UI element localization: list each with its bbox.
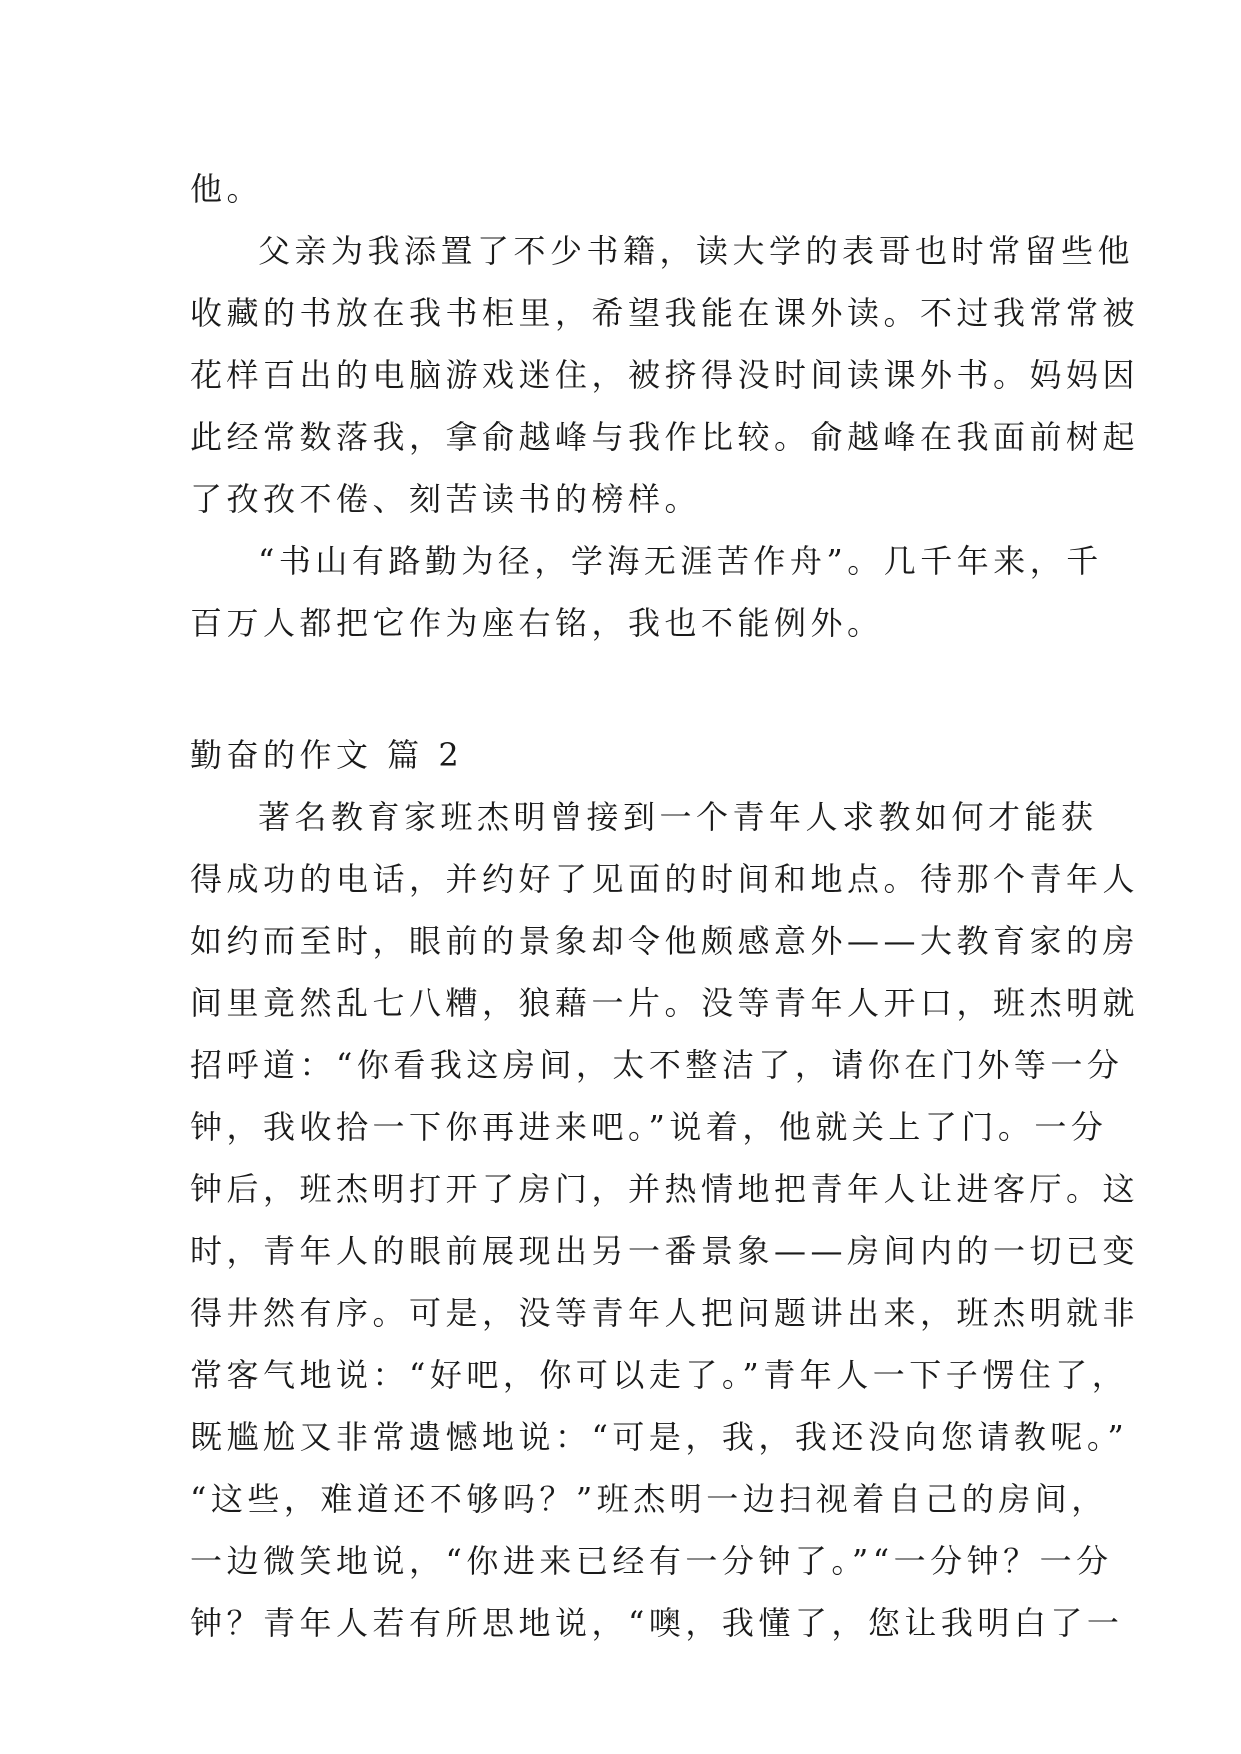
text-line: 一边微笑地说，“你进来已经有一分钟了。”“一分钟？一分 [190, 1542, 1113, 1580]
document-body [190, 158, 1140, 1654]
text-line: “这些，难道还不够吗？”班杰明一边扫视着自己的房间， [190, 1480, 1108, 1518]
paragraph-start-line: 父亲为我添置了不少书籍，读大学的表哥也时常留些他 [258, 232, 1135, 270]
section-heading: 勤奋的作文 篇 2 [190, 736, 464, 774]
text-line: 了孜孜不倦、刻苦读书的榜样。 [190, 480, 702, 518]
text-line: 此经常数落我，拿俞越峰与我作比较。俞越峰在我面前树起 [190, 418, 1140, 456]
text-line: 间里竟然乱七八糟，狼藉一片。没等青年人开口，班杰明就 [190, 984, 1140, 1022]
text-line: 招呼道：“你看我这房间，太不整洁了，请你在门外等一分 [190, 1046, 1124, 1084]
text-line: 时，青年人的眼前展现出另一番景象——房间内的一切已变 [190, 1232, 1140, 1270]
section-gap [190, 654, 1060, 724]
text-line: 常客气地说：“好吧，你可以走了。”青年人一下子愣住了， [190, 1356, 1129, 1394]
text-line: 如约而至时，眼前的景象却令他颇感意外——大教育家的房 [190, 922, 1140, 960]
text-line: 钟后，班杰明打开了房门，并热情地把青年人让进客厅。这 [190, 1170, 1140, 1208]
text-line: 得井然有序。可是，没等青年人把问题讲出来，班杰明就非 [190, 1294, 1140, 1332]
text-line: 收藏的书放在我书柜里，希望我能在课外读。不过我常常被 [190, 294, 1140, 332]
text-line: 得成功的电话，并约好了见面的时间和地点。待那个青年人 [190, 860, 1140, 898]
text-line: 钟，我收拾一下你再进来吧。”说着，他就关上了门。一分 [190, 1108, 1108, 1146]
paragraph-start-line: 著名教育家班杰明曾接到一个青年人求教如何才能获 [258, 798, 1098, 836]
text-line: 钟？青年人若有所思地说，“噢，我懂了，您让我明白了一 [190, 1604, 1124, 1642]
text-line: 他。 [190, 170, 264, 208]
text-line: 花样百出的电脑游戏迷住，被挤得没时间读课外书。妈妈因 [190, 356, 1140, 394]
text-line: 百万人都把它作为座右铭，我也不能例外。 [190, 604, 884, 642]
text-line: 既尴尬又非常遗憾地说：“可是，我，我还没向您请教呢。” [190, 1418, 1129, 1456]
paragraph-start-line: “书山有路勤为径，学海无涯苦作舟”。几千年来，千 [258, 542, 1103, 580]
